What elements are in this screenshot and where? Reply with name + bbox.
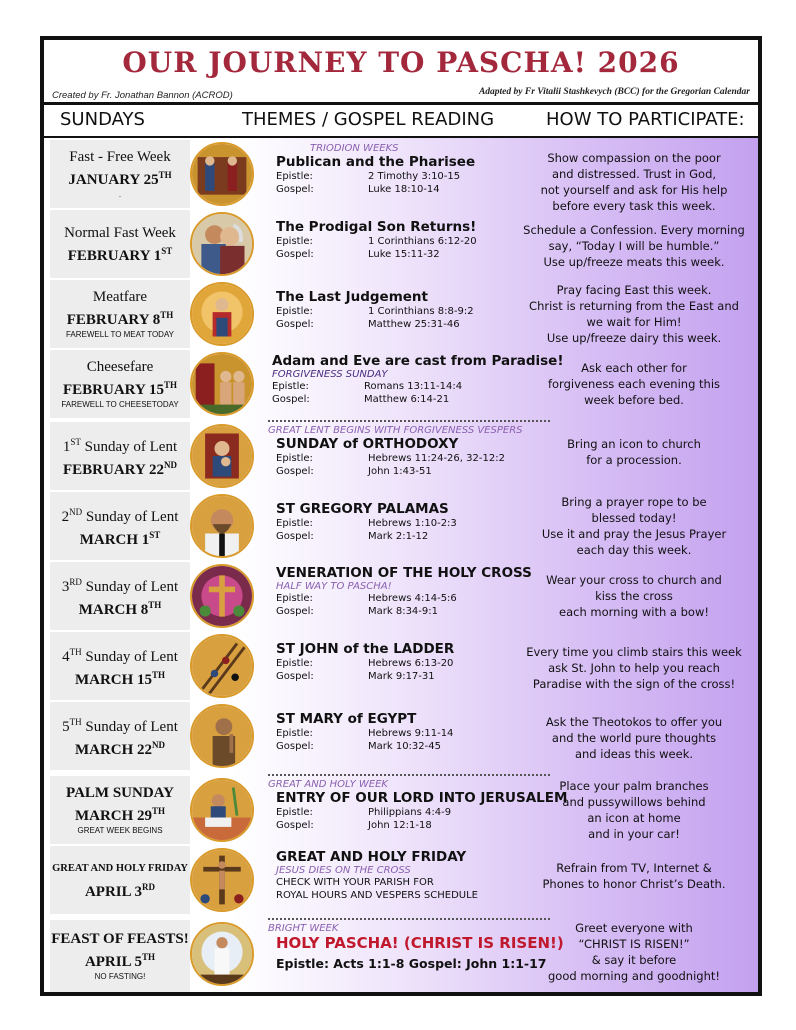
sunday-date: MARCH 8TH [78,600,162,618]
participate-text: Refrain from TV, Internet & Phones to honor Christ’s Death. [542,861,726,891]
participate-text: Ask each other for forgiveness each evening this week before bed. [547,361,721,407]
epistle-line: Epistle: Philippians 4:4-9 [276,807,452,818]
sunday-name: FEAST OF FEASTS! [51,931,189,947]
sunday-cell [50,280,190,348]
sunday-note: FAREWELL TO CHEESETODAY [61,400,179,409]
epistle-line: Epistle: Hebrews 1:10-2:3 [276,518,457,529]
week-row [44,210,758,278]
sunday-cell [50,776,190,844]
sunday-name: Meatfare [92,289,148,305]
schedule-note: ROYAL HOURS AND VESPERS SCHEDULE [276,890,478,901]
adam-eve-icon [190,352,254,416]
sunday-name: 5TH Sunday of Lent [62,717,178,735]
gospel-line: Gospel: Luke 18:10-14 [276,184,440,195]
week-row [44,140,758,213]
palm-sunday-icon [190,778,254,842]
theme-title: GREAT AND HOLY FRIDAY [276,849,467,865]
gospel-line: Gospel: Mark 2:1-12 [276,531,429,542]
theme-subtitle: HALF WAY TO PASCHA! [276,581,392,592]
gospel-line: Gospel: John 12:1-18 [276,820,432,831]
sunday-date: APRIL 3RD [84,881,156,900]
last-judgement-icon [190,282,254,346]
sunday-cell [50,210,190,278]
header-sundays: SUNDAYS [60,109,145,130]
week-row [44,350,758,418]
gospel-line: Gospel: John 1:43-51 [276,466,432,477]
participate-text: Bring a prayer rope to be blessed today! Use it and pray the Jesus Prayer each day this week. [541,495,727,557]
participate-text: Greet everyone with “CHRIST IS RISEN!” & say it before good morning and goodnight! [548,921,720,983]
sunday-name: 3RD Sunday of Lent [61,577,179,595]
epistle-line: Epistle: Hebrews 4:14-5:6 [276,593,457,604]
st-mary-icon [190,704,254,768]
header-themes: THEMES / GOSPEL READING [242,109,495,130]
week-row [44,846,758,914]
sunday-cell [50,140,190,208]
sunday-date: MARCH 29TH [74,806,166,824]
sunday-cell [50,562,190,630]
sunday-name: 2ND Sunday of Lent [61,507,179,525]
participate-text: Bring an icon to church for a procession. [567,437,701,467]
week-row [44,920,758,992]
ladder-icon [190,634,254,698]
header-participate: HOW TO PARTICIPATE: [546,109,745,130]
participate-text: Ask the Theotokos to offer you and the world pure thoughts and ideas this week. [545,715,723,761]
sunday-name: 4TH Sunday of Lent [62,647,178,665]
theme-title: The Last Judgement [276,289,428,305]
gospel-line: Gospel: Matthew 6:14-21 [272,394,450,405]
credit-author: Created by Fr. Jonathan Bannon (ACROD) [52,90,233,101]
sunday-cell [50,702,190,770]
pascha-readings: Epistle: Acts 1:1-8 Gospel: John 1:1-17 [276,956,547,971]
sunday-date: MARCH 1ST [79,530,161,548]
sunday-date: FEBRUARY 15TH [62,380,178,398]
theme-subtitle: FORGIVENESS SUNDAY [272,369,388,380]
sunday-date: FEBRUARY 1ST [67,245,173,264]
epistle-line: Epistle: 1 Corinthians 6:12-20 [276,236,477,247]
sunday-note: NO FASTING! [94,972,146,981]
epistle-line: Epistle: 2 Timothy 3:10-15 [276,171,461,182]
holy-cross-icon [190,564,254,628]
sunday-name: Fast - Free Week [69,149,171,165]
theme-title: ST JOHN of the LADDER [276,641,455,657]
participate-text: Show compassion on the poor and distressed. Trust in God, not yourself and ask for His help before every task this week. [540,151,728,213]
epistle-line: Epistle: Hebrews 11:24-26, 32-12:2 [276,453,505,464]
sunday-cell [50,846,190,914]
theme-title: Publican and the Pharisee [276,154,476,170]
participate-text: Schedule a Confession. Every morning say, “Today I will be humble.” Use up/freeze meats this week. [523,223,745,269]
sunday-cell [50,920,190,992]
participate-text: Place your palm branches and pussywillows behind an icon at home and in your car! [559,779,709,841]
epistle-line: Epistle: 1 Corinthians 8:8-9:2 [276,306,474,317]
theotokos-icon [190,424,254,488]
title-rule [44,102,758,105]
theme-title: SUNDAY of ORTHODOXY [276,436,459,452]
season-tag: TRIODION WEEKS [310,143,399,154]
theme-title: Adam and Eve are cast from Paradise! [272,353,564,369]
theme-title: ST GREGORY PALAMAS [276,501,449,517]
sunday-date: FEBRUARY 22ND [62,460,177,478]
sunday-cell [50,632,190,700]
sunday-cell [50,422,190,490]
epistle-line: Epistle: Romans 13:11-14:4 [272,381,463,392]
season-tag: GREAT LENT BEGINS WITH FORGIVENESS VESPERS [268,425,523,436]
week-row [44,492,758,560]
prodigal-son-icon [190,212,254,276]
crucifixion-icon [190,848,254,912]
epistle-line: Epistle: Hebrews 6:13-20 [276,658,454,669]
theme-title: VENERATION OF THE HOLY CROSS [276,565,532,581]
sunday-date: MARCH 15TH [74,670,166,688]
gospel-line: Gospel: Luke 15:11-32 [276,249,440,260]
gospel-line: Gospel: Mark 9:17-31 [276,671,435,682]
season-tag: BRIGHT WEEK [268,923,339,934]
sunday-name: Cheesefare [86,359,154,375]
calendar-page [40,36,762,996]
sunday-cell [50,350,190,418]
sunday-name: GREAT AND HOLY FRIDAY [52,862,188,874]
gospel-line: Gospel: Mark 10:32-45 [276,741,441,752]
season-tag: GREAT AND HOLY WEEK [268,779,388,790]
epistle-line: Epistle: Hebrews 9:11-14 [276,728,454,739]
participate-text: Wear your cross to church and kiss the cross each morning with a bow! [546,573,722,619]
sunday-date: FEBRUARY 8TH [66,310,174,328]
resurrection-icon [190,922,254,986]
participate-text: Every time you climb stairs this week ask St. John to help you reach Paradise with the sign of the cross! [526,645,742,691]
week-row [44,280,758,348]
theme-title: The Prodigal Son Returns! [276,219,477,235]
sunday-note: FAREWELL TO MEAT TODAY [65,330,175,339]
week-row [44,562,758,630]
week-row [44,702,758,770]
week-row [44,776,758,844]
sunday-note: GREAT WEEK BEGINS [77,826,163,835]
gospel-line: Gospel: Mark 8:34-9:1 [276,606,438,617]
theme-title: ENTRY OF OUR LORD INTO JERUSALEM [276,790,568,806]
sunday-name: PALM SUNDAY [66,785,174,801]
theme-title: ST MARY of EGYPT [276,711,417,727]
theme-title: HOLY PASCHA! (CHRIST IS RISEN!) [276,934,564,952]
sunday-name: Normal Fast Week [64,224,176,241]
participate-text: Pray facing East this week. Christ is returning from the East and we wait for Him! Use up/freeze dairy this week. [529,283,739,345]
credit-adapter: Adapted by Fr Vitalii Stashkevych (BCC) for the Gregorian Calendar [478,87,750,97]
theme-subtitle: JESUS DIES ON THE CROSS [276,865,411,876]
publican-pharisee-icon [190,142,254,206]
sunday-date: APRIL 5TH [84,952,156,970]
week-row [44,632,758,700]
page-title: OUR JOURNEY TO PASCHA! 2026 [122,46,680,79]
gospel-line: Gospel: Matthew 25:31-46 [276,319,460,330]
sunday-date: MARCH 22ND [74,740,166,758]
sunday-name: 1ST Sunday of Lent [62,437,178,455]
sunday-note: . [118,190,122,199]
week-row [44,422,758,490]
sunday-cell [50,492,190,560]
schedule-note: CHECK WITH YOUR PARISH FOR [276,877,434,888]
st-gregory-icon [190,494,254,558]
sunday-date: JANUARY 25TH [68,170,172,188]
